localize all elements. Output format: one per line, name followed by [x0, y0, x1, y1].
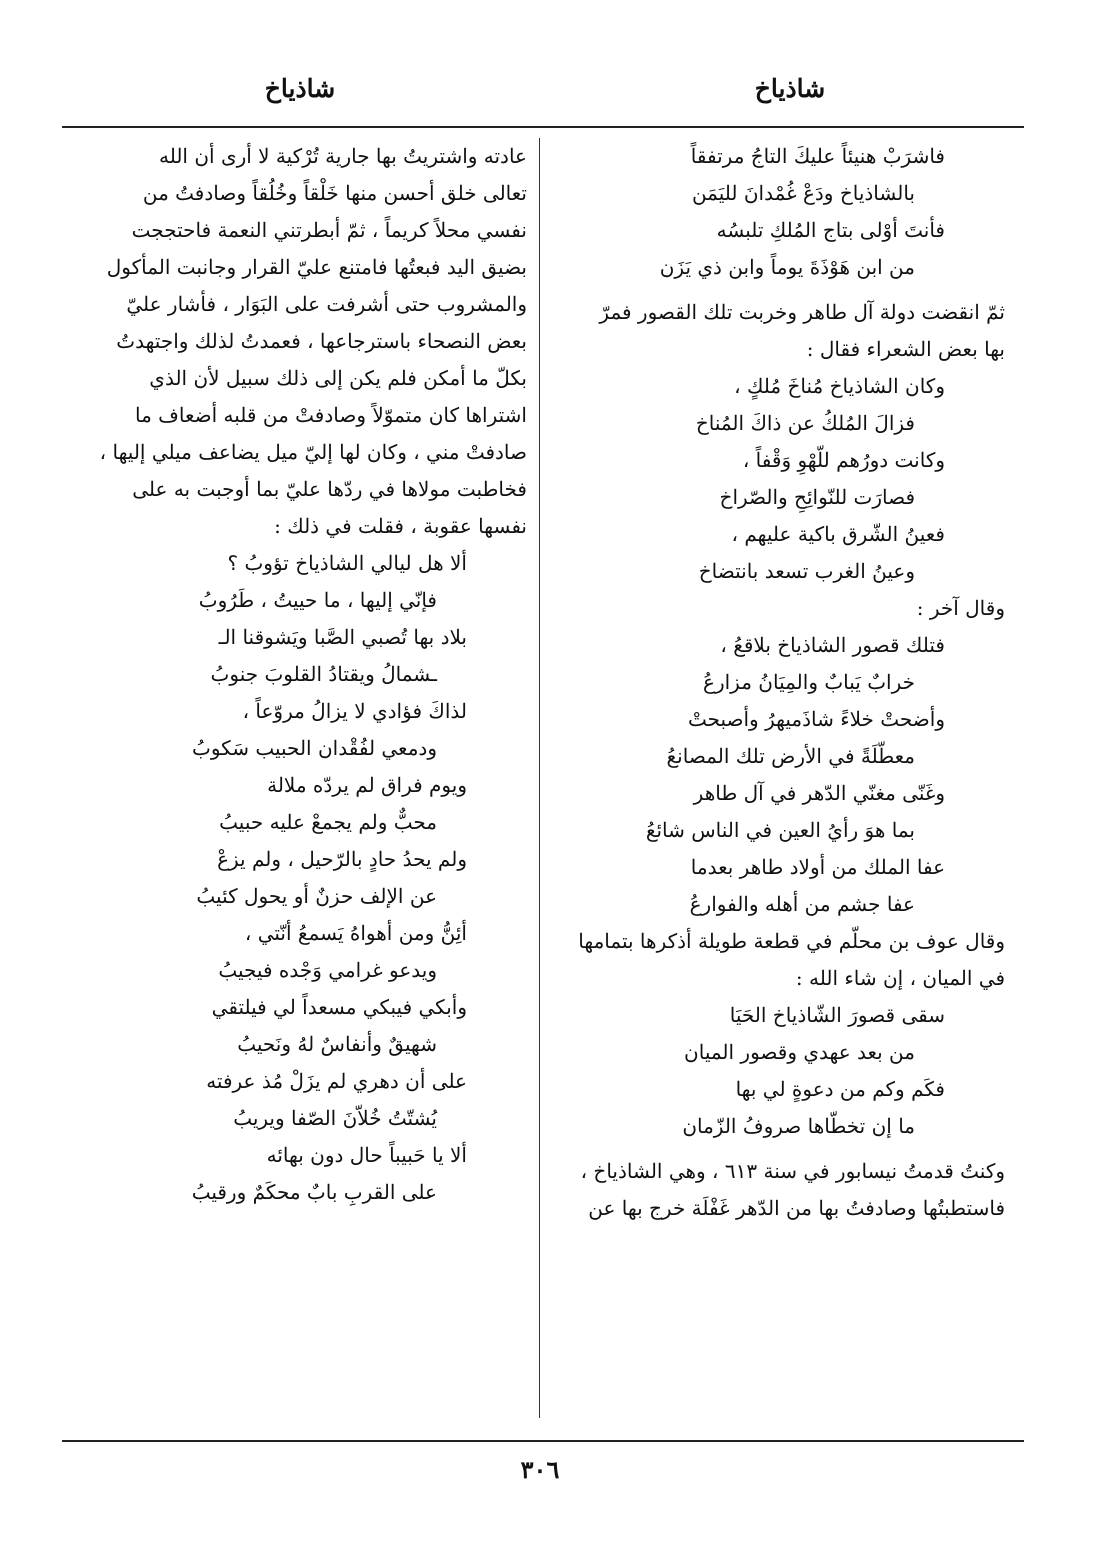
verse-line: ويوم فراق لم يردّه ملالة — [267, 773, 467, 797]
verse-line: ما إن تخطّاها صروفُ الزّمان — [682, 1114, 915, 1138]
verse-couplet — [555, 849, 1005, 923]
prose-line: تعالى خلق أحسن منها خَلْقاً وخُلُقاً وصادفتُ من — [142, 181, 527, 205]
verse-couplet — [70, 767, 527, 841]
verse-line: ودمعي لفُقْدان الحبيب سَكوبُ — [192, 736, 437, 760]
prose-line: نفسها عقوبة ، فقلت في ذلك : — [274, 514, 527, 538]
verse-line: ـشمالُ ويقتادُ القلوبَ جنوبُ — [210, 662, 437, 686]
verse-line: عفا جشم من أهله والفوارعُ — [689, 892, 915, 916]
verse-line: من بعد عهدي وقصور الميان — [684, 1040, 915, 1064]
verse-couplet — [555, 516, 1005, 590]
verse-line: فإنّي إليها ، ما حييتُ ، طَرُوبُ — [198, 588, 437, 612]
prose-paragraph — [70, 138, 527, 545]
prose-line: ثمّ انقضت دولة آل طاهر وخربت تلك القصور فمرّ — [599, 300, 1005, 324]
prose-line: نفسي محلاً كريماً ، ثمّ أبطرتني النعمة فاحتججت — [131, 218, 527, 242]
verse-line: ألا يا حَبيباً حال دون بهائه — [266, 1143, 467, 1167]
verse-couplet — [70, 619, 527, 693]
verse-couplet — [555, 701, 1005, 775]
verse-couplet — [70, 915, 527, 989]
prose-line: بها بعض الشعراء فقال : — [806, 337, 1005, 361]
running-head-right: شاذياخ — [754, 74, 826, 103]
verse-couplet — [70, 1137, 527, 1211]
verse-couplet — [70, 545, 527, 619]
prose-paragraph — [555, 294, 1005, 368]
prose-line: وقال آخر : — [916, 596, 1005, 620]
verse-couplet — [555, 368, 1005, 442]
verse-couplet — [555, 997, 1005, 1071]
verse-line: فعينُ الشّرق باكية عليهم ، — [731, 522, 945, 546]
verse-line: ويدعو غرامي وَجْده فيجيبُ — [218, 958, 437, 982]
verse-line: فتلك قصور الشاذياخ بلاقعُ ، — [720, 633, 945, 657]
verse-line: خرابٌ يَبابٌ والمِيَانُ مزارعُ — [703, 670, 915, 694]
running-head-left: شاذياخ — [264, 74, 336, 103]
verse-line: شهيقٌ وأنفاسٌ لهُ ونَحيبُ — [237, 1032, 437, 1056]
footer-rule — [62, 1440, 1024, 1442]
verse-line: وكانت دورُهم للّهْوِ وَقْفاً ، — [742, 448, 945, 472]
verse-line: من ابن هَوْذَةَ يوماً وابن ذي يَزَن — [659, 255, 915, 279]
header-rule — [62, 126, 1024, 128]
verse-line: فزالَ المُلكُ عن ذاكَ المُناخ — [695, 411, 915, 435]
verse-line: معطّلَةً في الأرض تلك المصانعُ — [666, 744, 915, 768]
prose-line: بكلّ ما أمكن فلم يكن إلى ذلك سبيل لأن الذي — [149, 366, 527, 390]
prose-line: وكنتُ قدمتُ نيسابور في سنة ٦١٣ ، وهي الشاذياخ ، — [580, 1159, 1005, 1183]
prose-line: بضيق اليد فبعتُها فامتنع عليّ القرار وجانبت المأكول — [106, 255, 527, 279]
verse-line: بما هوَ رأيُ العين في الناس شائعُ — [645, 818, 915, 842]
verse-line: عفا الملك من أولاد طاهر بعدما — [690, 855, 945, 879]
verse-line: يُشتّتُ خُلاّنَ الصّفا ويريبُ — [233, 1106, 437, 1130]
verse-line: سقى قصورَ الشّاذياخ الحَيَا — [729, 1003, 945, 1027]
prose-line: بعض النصحاء باسترجاعها ، فعمدتُ لذلك واجتهدتُ — [116, 329, 527, 353]
verse-couplet — [70, 1063, 527, 1137]
verse-line: فأنتَ أوْلى بتاج المُلكِ تلبسُه — [716, 218, 945, 242]
verse-line: فصارَت للنّوائِحِ والصّراخ — [719, 485, 915, 509]
verse-couplet — [555, 627, 1005, 701]
verse-couplet — [555, 1071, 1005, 1145]
page-number: ٣٠٦ — [520, 1455, 560, 1484]
verse-line: وغَنّى مغنّي الدّهر في آل طاهر — [693, 781, 945, 805]
prose-line: والمشروب حتى أشرفت على البَوَار ، فأشار عليّ — [126, 292, 527, 316]
column-divider — [539, 138, 540, 1418]
verse-line: على القربِ بابٌ محكَمٌ ورقيبُ — [191, 1180, 437, 1204]
verse-line: فكَم وكم من دعوةٍ لي بها — [735, 1077, 945, 1101]
verse-line: أئِنُّ ومن أهواهُ يَسمعُ أنّتي ، — [244, 921, 467, 945]
verse-line: عن الإلف حزنٌ أو يحول كئيبُ — [196, 884, 437, 908]
right-column — [555, 138, 1005, 1227]
verse-couplet — [70, 841, 527, 915]
verse-line: على أن دهري لم يزَلْ مُذ عرفته — [206, 1069, 467, 1093]
verse-couplet — [70, 989, 527, 1063]
prose-paragraph — [555, 923, 1005, 997]
left-column — [70, 138, 527, 1211]
verse-line: فاشرَبْ هنيئاً عليكَ التاجُ مرتفقاً — [690, 144, 945, 168]
verse-couplet — [555, 775, 1005, 849]
verse-line: وأبكي فيبكي مسعداً لي فيلتقي — [211, 995, 467, 1019]
verse-couplet — [555, 442, 1005, 516]
prose-line: صادفتْ مني ، وكان لها إليّ ميل يضاعف ميلي إليها ، — [99, 440, 527, 464]
verse-couplet — [555, 212, 1005, 286]
verse-line: وكان الشاذياخ مُناخَ مُلكٍ ، — [734, 374, 945, 398]
verse-line: لذاكَ فؤادي لا يزالُ مروّعاً ، — [242, 699, 467, 723]
verse-line: وعينُ الغرب تسعد بانتضاخ — [698, 559, 915, 583]
verse-couplet — [555, 138, 1005, 212]
prose-line: فاستطبتُها وصادفتُ بها من الدّهر غَفْلَة خرج بها عن — [588, 1196, 1005, 1220]
verse-line: ولم يحدُ حادٍ بالرّحيل ، ولم يزعْ — [217, 847, 467, 871]
verse-line: محبٌّ ولم يجمعْ عليه حبيبُ — [219, 810, 437, 834]
prose-line: فخاطبت مولاها في ردّها عليّ بما أوجبت به على — [132, 477, 527, 501]
prose-line: عادته واشتريتُ بها جارية تُرْكية لا أرى أن الله — [158, 144, 527, 168]
prose-paragraph — [555, 1153, 1005, 1227]
verse-line: بلاد بها تُصبي الصَّبا ويَشوقنا الـ — [218, 625, 467, 649]
verse-couplet — [70, 693, 527, 767]
verse-line: بالشاذياخ ودَعْ غُمْدانَ لليَمَن — [691, 181, 915, 205]
verse-line: ألا هل ليالي الشاذياخ تؤوبُ ؟ — [227, 551, 467, 575]
prose-paragraph — [555, 590, 1005, 627]
prose-line: اشتراها كان متموّلاً وصادفتْ من قلبه أضعاف ما — [135, 403, 527, 427]
prose-line: وقال عوف بن محلّم في قطعة طويلة أذكرها بتمامها — [578, 929, 1005, 953]
prose-line: في الميان ، إن شاء الله : — [795, 966, 1005, 990]
verse-line: وأضحتْ خلاءً شاذَميهرُ وأصبحتْ — [687, 707, 945, 731]
